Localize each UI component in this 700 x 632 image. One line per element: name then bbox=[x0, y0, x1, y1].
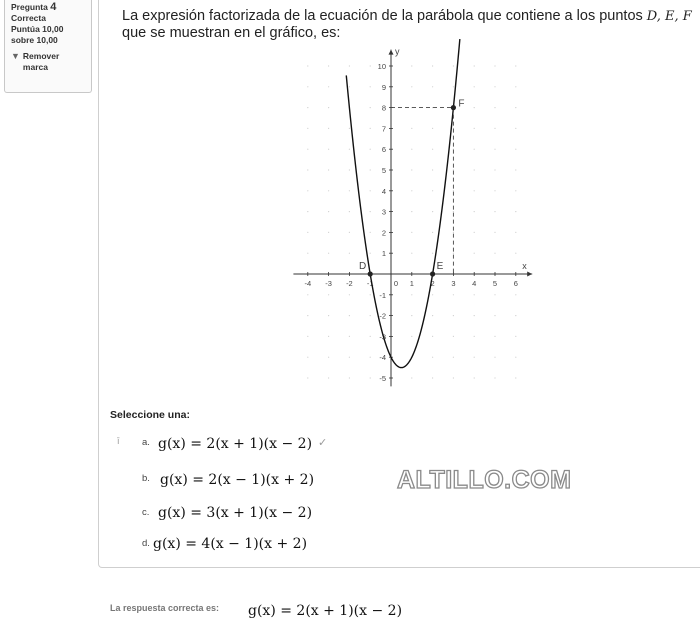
point-label-e: E bbox=[436, 261, 444, 272]
grid-dot bbox=[349, 86, 350, 87]
grid-dot bbox=[494, 190, 495, 191]
grid-dot bbox=[349, 65, 350, 66]
grid-dot bbox=[432, 253, 433, 254]
grid-dot bbox=[515, 253, 516, 254]
grid-dot bbox=[349, 169, 350, 170]
y-tick-label: 8 bbox=[381, 103, 386, 113]
grid-dot bbox=[307, 232, 308, 233]
parabola-curve bbox=[346, 39, 460, 367]
grid-dot bbox=[494, 232, 495, 233]
point-label-d: D bbox=[358, 261, 367, 272]
grid-dot bbox=[370, 211, 371, 212]
x-tick-label: -2 bbox=[346, 279, 353, 288]
grid-dot bbox=[515, 86, 516, 87]
grid-dot bbox=[474, 232, 475, 233]
point-e bbox=[430, 271, 435, 276]
grid-dot bbox=[411, 149, 412, 150]
grid-dot bbox=[515, 377, 516, 378]
grid-dot bbox=[474, 149, 475, 150]
grid-dot bbox=[328, 294, 329, 295]
grid-dot bbox=[494, 377, 495, 378]
y-tick-label: 1 bbox=[381, 249, 386, 259]
grid-dot bbox=[515, 357, 516, 358]
grid-dot bbox=[328, 232, 329, 233]
grid-dot bbox=[432, 169, 433, 170]
grid-dot bbox=[474, 294, 475, 295]
grid-dot bbox=[494, 336, 495, 337]
option-a-letter: a. bbox=[142, 437, 150, 448]
grid-dot bbox=[432, 336, 433, 337]
grid-dot bbox=[349, 253, 350, 254]
grid-dot bbox=[453, 294, 454, 295]
y-tick-label: 2 bbox=[381, 228, 386, 238]
flag-filter-icon: ▼ bbox=[11, 51, 20, 61]
question-label: Pregunta bbox=[11, 2, 48, 12]
grid-dot bbox=[494, 315, 495, 316]
grid-dot bbox=[411, 315, 412, 316]
grid-dot bbox=[474, 315, 475, 316]
grid-dot bbox=[474, 336, 475, 337]
grid-dot bbox=[307, 294, 308, 295]
grid-dot bbox=[328, 107, 329, 108]
grid-dot bbox=[307, 65, 308, 66]
grid-dot bbox=[494, 211, 495, 212]
grid-dot bbox=[432, 65, 433, 66]
y-tick-label: 3 bbox=[381, 207, 386, 217]
grid-dot bbox=[370, 357, 371, 358]
grid-dot bbox=[453, 357, 454, 358]
grid-dot bbox=[370, 86, 371, 87]
grid-dot bbox=[515, 169, 516, 170]
grid-dot bbox=[411, 253, 412, 254]
grid-dot bbox=[494, 107, 495, 108]
grid-dot bbox=[494, 128, 495, 129]
grid-dot bbox=[370, 294, 371, 295]
grid-dot bbox=[411, 211, 412, 212]
grid-dot bbox=[515, 190, 516, 191]
grid-dot bbox=[515, 149, 516, 150]
grid-dot bbox=[370, 232, 371, 233]
grid-dot bbox=[474, 128, 475, 129]
grid-dot bbox=[411, 128, 412, 129]
grid-dot bbox=[349, 294, 350, 295]
x-tick-label: 1 bbox=[409, 279, 414, 288]
grid-dot bbox=[432, 128, 433, 129]
grid-dot bbox=[411, 294, 412, 295]
grid-dot bbox=[494, 357, 495, 358]
grid-dot bbox=[515, 65, 516, 66]
grid-dot bbox=[453, 232, 454, 233]
grid-dot bbox=[307, 211, 308, 212]
y-tick-label: -1 bbox=[379, 290, 386, 300]
y-tick-label: 10 bbox=[377, 62, 386, 71]
grid-dot bbox=[453, 377, 454, 378]
grid-dot bbox=[370, 315, 371, 316]
grid-dot bbox=[307, 336, 308, 337]
question-status: Correcta bbox=[11, 13, 46, 23]
grid-dot bbox=[411, 65, 412, 66]
y-axis-label: y bbox=[395, 46, 400, 57]
option-b-formula: g(x) = 2(x − 1)(x + 2) bbox=[160, 472, 315, 488]
point-f bbox=[451, 105, 456, 110]
grid-dot bbox=[370, 65, 371, 66]
grid-dot bbox=[349, 211, 350, 212]
option-c-letter: c. bbox=[142, 507, 150, 518]
grid-dot bbox=[307, 377, 308, 378]
grid-dot bbox=[349, 377, 350, 378]
grid-dot bbox=[515, 232, 516, 233]
grid-dot bbox=[307, 253, 308, 254]
x-axis-label: x bbox=[522, 261, 527, 271]
option-a-formula: g(x) = 2(x + 1)(x − 2) bbox=[158, 436, 313, 452]
option-c-formula: g(x) = 3(x + 1)(x − 2) bbox=[158, 505, 313, 521]
grid-dot bbox=[453, 211, 454, 212]
grid-dot bbox=[432, 357, 433, 358]
grid-dot bbox=[432, 86, 433, 87]
correct-answer-formula: g(x) = 2(x + 1)(x − 2) bbox=[248, 603, 403, 619]
grid-dot bbox=[349, 149, 350, 150]
grid-dot bbox=[328, 315, 329, 316]
x-axis-arrow bbox=[527, 272, 532, 277]
grid-dot bbox=[307, 357, 308, 358]
y-tick-label: -3 bbox=[379, 332, 386, 342]
grid-dot bbox=[411, 232, 412, 233]
grid-dot bbox=[432, 211, 433, 212]
option-d-letter: d. bbox=[142, 538, 150, 549]
option-b-letter: b. bbox=[142, 473, 150, 484]
grid-dot bbox=[370, 377, 371, 378]
grid-dot bbox=[474, 65, 475, 66]
grid-dot bbox=[307, 149, 308, 150]
y-tick-label: 5 bbox=[381, 166, 386, 175]
grid-dot bbox=[307, 128, 308, 129]
grid-dot bbox=[474, 169, 475, 170]
x-tick-label: 2 bbox=[430, 279, 435, 288]
grid-dot bbox=[432, 294, 433, 295]
grid-dot bbox=[432, 377, 433, 378]
grid-dot bbox=[494, 253, 495, 254]
grid-dot bbox=[307, 107, 308, 108]
x-tick-label: 5 bbox=[492, 279, 498, 288]
grid-dot bbox=[349, 357, 350, 358]
grid-dot bbox=[432, 190, 433, 191]
grid-dot bbox=[411, 336, 412, 337]
grid-dot bbox=[494, 294, 495, 295]
watermark: ALTILLO.COM bbox=[397, 466, 572, 494]
grid-dot bbox=[474, 357, 475, 358]
grid-dot bbox=[494, 149, 495, 150]
grid-dot bbox=[349, 232, 350, 233]
grid-dot bbox=[328, 149, 329, 150]
grid-dot bbox=[349, 190, 350, 191]
x-tick-label: -1 bbox=[366, 279, 374, 288]
y-tick-label: 7 bbox=[381, 124, 386, 134]
grid-dot bbox=[432, 232, 433, 233]
x-tick-label: 0 bbox=[393, 279, 399, 288]
y-tick-label: -2 bbox=[379, 311, 386, 321]
grid-dot bbox=[328, 169, 329, 170]
selected-radio-icon[interactable]: ī bbox=[117, 436, 120, 446]
x-tick-label: 3 bbox=[451, 279, 456, 288]
grid-dot bbox=[411, 169, 412, 170]
grid-dot bbox=[411, 377, 412, 378]
remove-flag-label-line2: marca bbox=[22, 62, 48, 72]
score-line-1: Puntúa 10,00 bbox=[11, 24, 64, 34]
grid-dot bbox=[515, 107, 516, 108]
grid-dot bbox=[453, 190, 454, 191]
grid-dot bbox=[474, 253, 475, 254]
y-axis-arrow bbox=[389, 50, 394, 55]
grid-dot bbox=[328, 86, 329, 87]
grid-dot bbox=[474, 107, 475, 108]
grid-dot bbox=[328, 190, 329, 191]
y-tick-label: -5 bbox=[379, 374, 386, 383]
x-tick-label: -3 bbox=[325, 279, 332, 288]
grid-dot bbox=[370, 149, 371, 150]
grid-dot bbox=[494, 169, 495, 170]
score-line-2: sobre 10,00 bbox=[11, 35, 58, 45]
grid-dot bbox=[515, 315, 516, 316]
grid-dot bbox=[453, 315, 454, 316]
grid-dot bbox=[474, 86, 475, 87]
grid-dot bbox=[349, 336, 350, 337]
select-one-prompt: Seleccione una: bbox=[110, 409, 190, 421]
grid-dot bbox=[328, 253, 329, 254]
grid-dot bbox=[453, 336, 454, 337]
grid-dot bbox=[370, 169, 371, 170]
grid-dot bbox=[494, 65, 495, 66]
grid-dot bbox=[370, 128, 371, 129]
grid-dot bbox=[307, 86, 308, 87]
grid-dot bbox=[515, 211, 516, 212]
remove-flag-label-line1: Remover bbox=[22, 51, 60, 61]
grid-dot bbox=[474, 377, 475, 378]
correct-answer-label: La respuesta correcta es: bbox=[110, 603, 220, 613]
x-tick-label: 4 bbox=[472, 279, 477, 288]
grid-dot bbox=[370, 336, 371, 337]
question-text-line2: que se muestran en el gráfico, es: bbox=[122, 25, 341, 41]
point-d bbox=[368, 271, 373, 276]
y-tick-label: -4 bbox=[379, 353, 386, 363]
grid-dot bbox=[515, 128, 516, 129]
grid-dot bbox=[307, 169, 308, 170]
grid-dot bbox=[307, 315, 308, 316]
grid-dot bbox=[328, 128, 329, 129]
y-tick-label: 4 bbox=[381, 186, 386, 196]
grid-dot bbox=[432, 315, 433, 316]
y-tick-label: 9 bbox=[381, 82, 386, 92]
grid-dot bbox=[307, 190, 308, 191]
grid-dot bbox=[474, 211, 475, 212]
grid-dot bbox=[349, 128, 350, 129]
grid-dot bbox=[515, 294, 516, 295]
grid-dot bbox=[411, 190, 412, 191]
grid-dot bbox=[370, 107, 371, 108]
grid-dot bbox=[453, 86, 454, 87]
correct-check-icon: ✓ bbox=[318, 437, 328, 449]
grid-dot bbox=[328, 377, 329, 378]
grid-dot bbox=[453, 253, 454, 254]
grid-dot bbox=[474, 190, 475, 191]
grid-dot bbox=[328, 211, 329, 212]
grid-dot bbox=[411, 86, 412, 87]
question-points: D, E, F bbox=[646, 9, 692, 24]
grid-dot bbox=[453, 65, 454, 66]
grid-dot bbox=[328, 357, 329, 358]
question-number: 4 bbox=[50, 1, 57, 13]
grid-dot bbox=[494, 86, 495, 87]
question-text-line1: La expresión factorizada de la ecuación de la parábola que contiene a los puntos bbox=[122, 8, 647, 24]
grid-dot bbox=[515, 336, 516, 337]
grid-dot bbox=[432, 149, 433, 150]
x-tick-label: 6 bbox=[513, 279, 518, 288]
y-tick-label: 6 bbox=[381, 145, 386, 155]
grid-dot bbox=[453, 169, 454, 170]
x-tick-label: -4 bbox=[304, 279, 312, 288]
grid-dot bbox=[370, 253, 371, 254]
grid-dot bbox=[370, 190, 371, 191]
grid-dot bbox=[328, 65, 329, 66]
grid-dot bbox=[328, 336, 329, 337]
point-label-f: F bbox=[458, 98, 465, 110]
grid-dot bbox=[349, 315, 350, 316]
option-d-formula: g(x) = 4(x − 1)(x + 2) bbox=[153, 536, 308, 552]
